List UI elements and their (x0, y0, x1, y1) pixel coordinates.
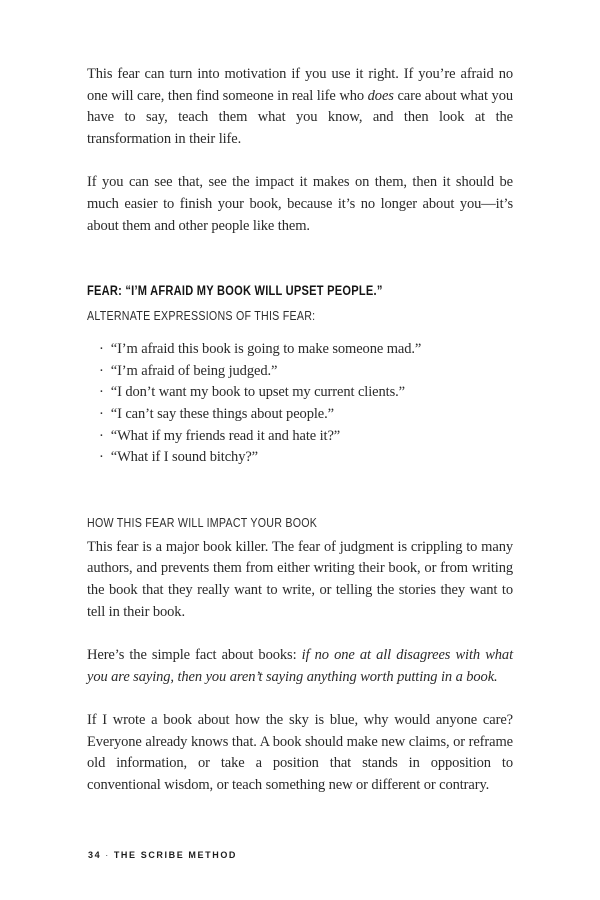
page-number: 34 (88, 850, 102, 860)
bullet-icon: · (99, 449, 104, 466)
paragraph-see-impact: If you can see that, see the impact it makes on them, then it should be much easier to finish your book, because it’s no longer about you—it’s about them and other people like them. (87, 174, 513, 234)
list-item (87, 404, 513, 426)
paragraph-book-killer: This fear is a major book killer. The fear of judgment is crippling to many authors, and prevents them from either writing their book, or from writing the book that they really want to write, or telling the stories they want to tell in their book. (87, 538, 513, 620)
list-item (87, 426, 513, 448)
paragraph-simple-fact-italic: if no one at all disagrees with what you are saying, then you aren’t saying anything worth putting in a book. (87, 647, 513, 685)
fear-expressions-list (87, 339, 513, 469)
page-footer (88, 850, 237, 860)
paragraph-simple-fact-pre: Here’s the simple fact about books: (87, 647, 302, 664)
book-title: THE SCRIBE METHOD (113, 850, 238, 860)
bullet-icon: · (99, 384, 104, 401)
alternate-expressions-heading (87, 306, 513, 326)
list-item-text: “I’m afraid of being judged.” (110, 362, 278, 379)
alternate-expressions-heading-text: ALTERNATE EXPRESSIONS OF THIS FEAR: (87, 308, 316, 324)
bullet-icon: · (99, 427, 104, 444)
fear-heading (87, 281, 513, 301)
list-item (87, 447, 513, 469)
list-item (87, 339, 513, 361)
bullet-icon: · (99, 405, 104, 422)
list-item (87, 382, 513, 404)
footer-separator: · (105, 850, 110, 860)
list-item-text: “I can’t say these things about people.” (110, 405, 334, 422)
list-item-text: “I don’t want my book to upset my current clients.” (110, 384, 405, 401)
bullet-icon: · (99, 341, 104, 358)
paragraph-sky-blue: If I wrote a book about how the sky is blue, why would anyone care? Everyone already knows that. A book should make new claims, or reframe old information, or take a position that stands in opposition to conventional wisdom, or teach something new or different or contrary. (87, 712, 513, 794)
fear-heading-text: FEAR: “I’M AFRAID MY BOOK WILL UPSET PEOPLE.” (87, 283, 383, 299)
list-item (87, 361, 513, 383)
list-item-text: “What if my friends read it and hate it?” (110, 427, 341, 444)
page-content (87, 64, 513, 819)
paragraph-simple-fact (87, 645, 513, 688)
impact-heading (87, 513, 513, 533)
paragraph-motivation (87, 64, 513, 150)
list-item-text: “I’m afraid this book is going to make someone mad.” (110, 341, 422, 358)
impact-heading-text: HOW THIS FEAR WILL IMPACT YOUR BOOK (87, 514, 318, 530)
paragraph-motivation-post: care about what you have to say, teach them what you know, and then look at the transformation in their life. (87, 87, 513, 147)
bullet-icon: · (99, 362, 104, 379)
list-item-text: “What if I sound bitchy?” (110, 449, 259, 466)
paragraph-motivation-pre: This fear can turn into motivation if you use it right. If you’re afraid no one will care, then find someone in real life who (87, 66, 513, 104)
paragraph-motivation-italic: does (367, 87, 394, 104)
